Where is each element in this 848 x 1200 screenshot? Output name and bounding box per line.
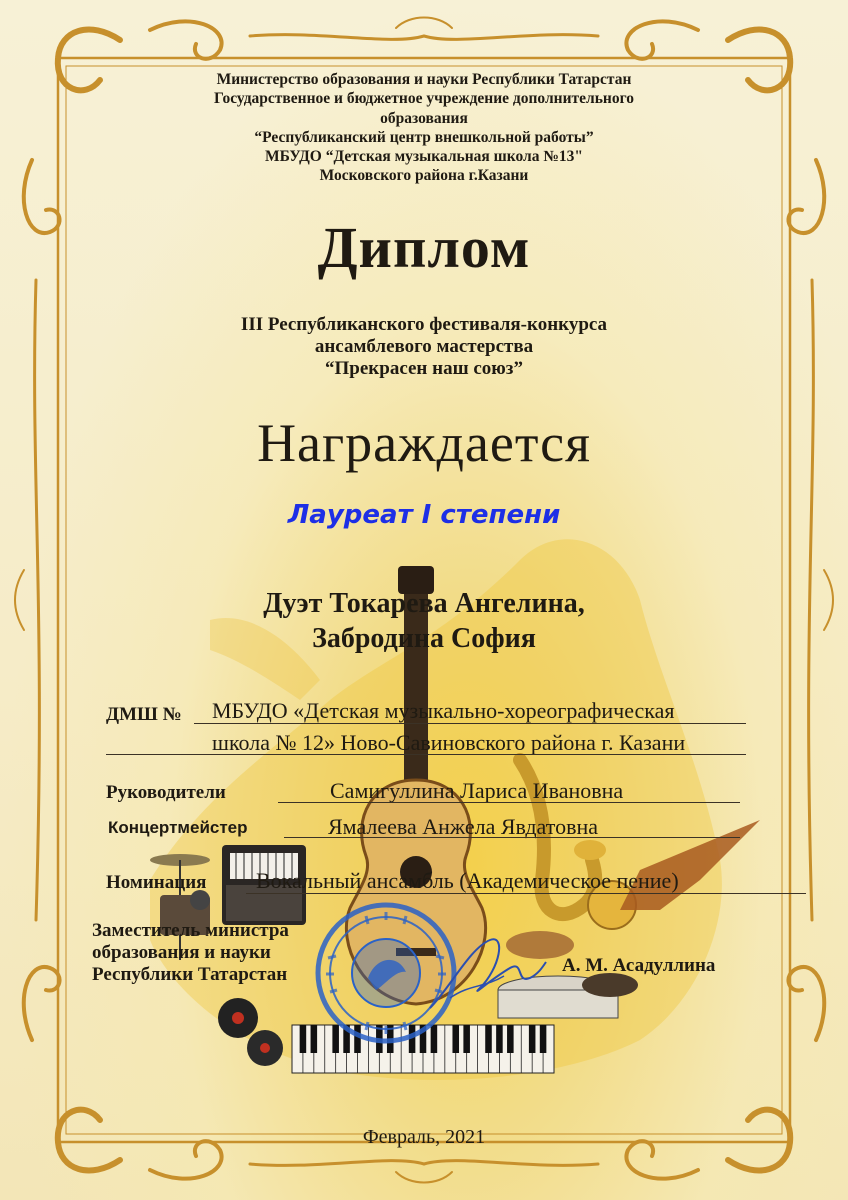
issuer-header <box>0 70 848 186</box>
nomination-value: Вокальный ансамбль (Академическое пение) <box>256 868 679 893</box>
signatory-position-line: Заместитель министра <box>92 920 289 941</box>
laureate-degree: Лауреат I степени <box>287 500 561 530</box>
header-line: Государственное и бюджетное учреждение дополнительного <box>214 90 634 108</box>
header-line: МБУДО “Детская музыкальная школа №13" <box>264 148 584 166</box>
nomination-label: Номинация <box>106 872 207 893</box>
participant-line: Забродина София <box>312 623 536 654</box>
school-underline <box>194 723 746 724</box>
issue-date: Февраль, 2021 <box>362 1126 486 1148</box>
signatory-position <box>92 920 289 986</box>
header-line: “Республиканский центр внешкольной работы” <box>254 128 594 146</box>
leaders-underline <box>278 802 740 803</box>
festival-line: III Республиканского фестиваля-конкурса <box>240 314 608 335</box>
award-heading: Награждается <box>257 413 591 473</box>
signatory-position-line: Республики Татарстан <box>92 964 288 985</box>
signatory-name: А. М. Асадуллина <box>562 955 716 976</box>
header-line: Министерство образования и науки Республики Татарстан <box>216 71 632 88</box>
school-underline <box>106 754 746 755</box>
festival-line: “Прекрасен наш союз” <box>325 358 523 379</box>
accompanist-label: Концертмейстер <box>108 818 248 837</box>
handwritten-signature <box>420 928 550 1028</box>
participant-line: Дуэт Токарева Ангелина, <box>263 588 585 619</box>
accompanist-value: Ямалеева Анжела Явдатовна <box>328 814 599 839</box>
accompanist-underline <box>284 837 740 838</box>
school-value-line2: школа № 12» Ново-Савиновского района г. Казани <box>212 730 686 755</box>
festival-name <box>0 314 848 380</box>
header-line: Московского района г.Казани <box>319 167 529 185</box>
leaders-label: Руководители <box>106 782 226 803</box>
festival-line: ансамблевого мастерства <box>314 336 534 357</box>
signatory-position-line: образования и науки <box>92 942 271 963</box>
nomination-underline <box>246 893 806 894</box>
diploma-title: Диплом <box>317 215 531 280</box>
leaders-value: Самигуллина Лариса Ивановна <box>330 778 624 803</box>
school-value-line1: МБУДО «Детская музыкально-хореографическая <box>212 698 675 723</box>
participant-names <box>0 586 848 656</box>
header-line: образования <box>380 109 468 127</box>
school-label: ДМШ № <box>106 704 182 725</box>
